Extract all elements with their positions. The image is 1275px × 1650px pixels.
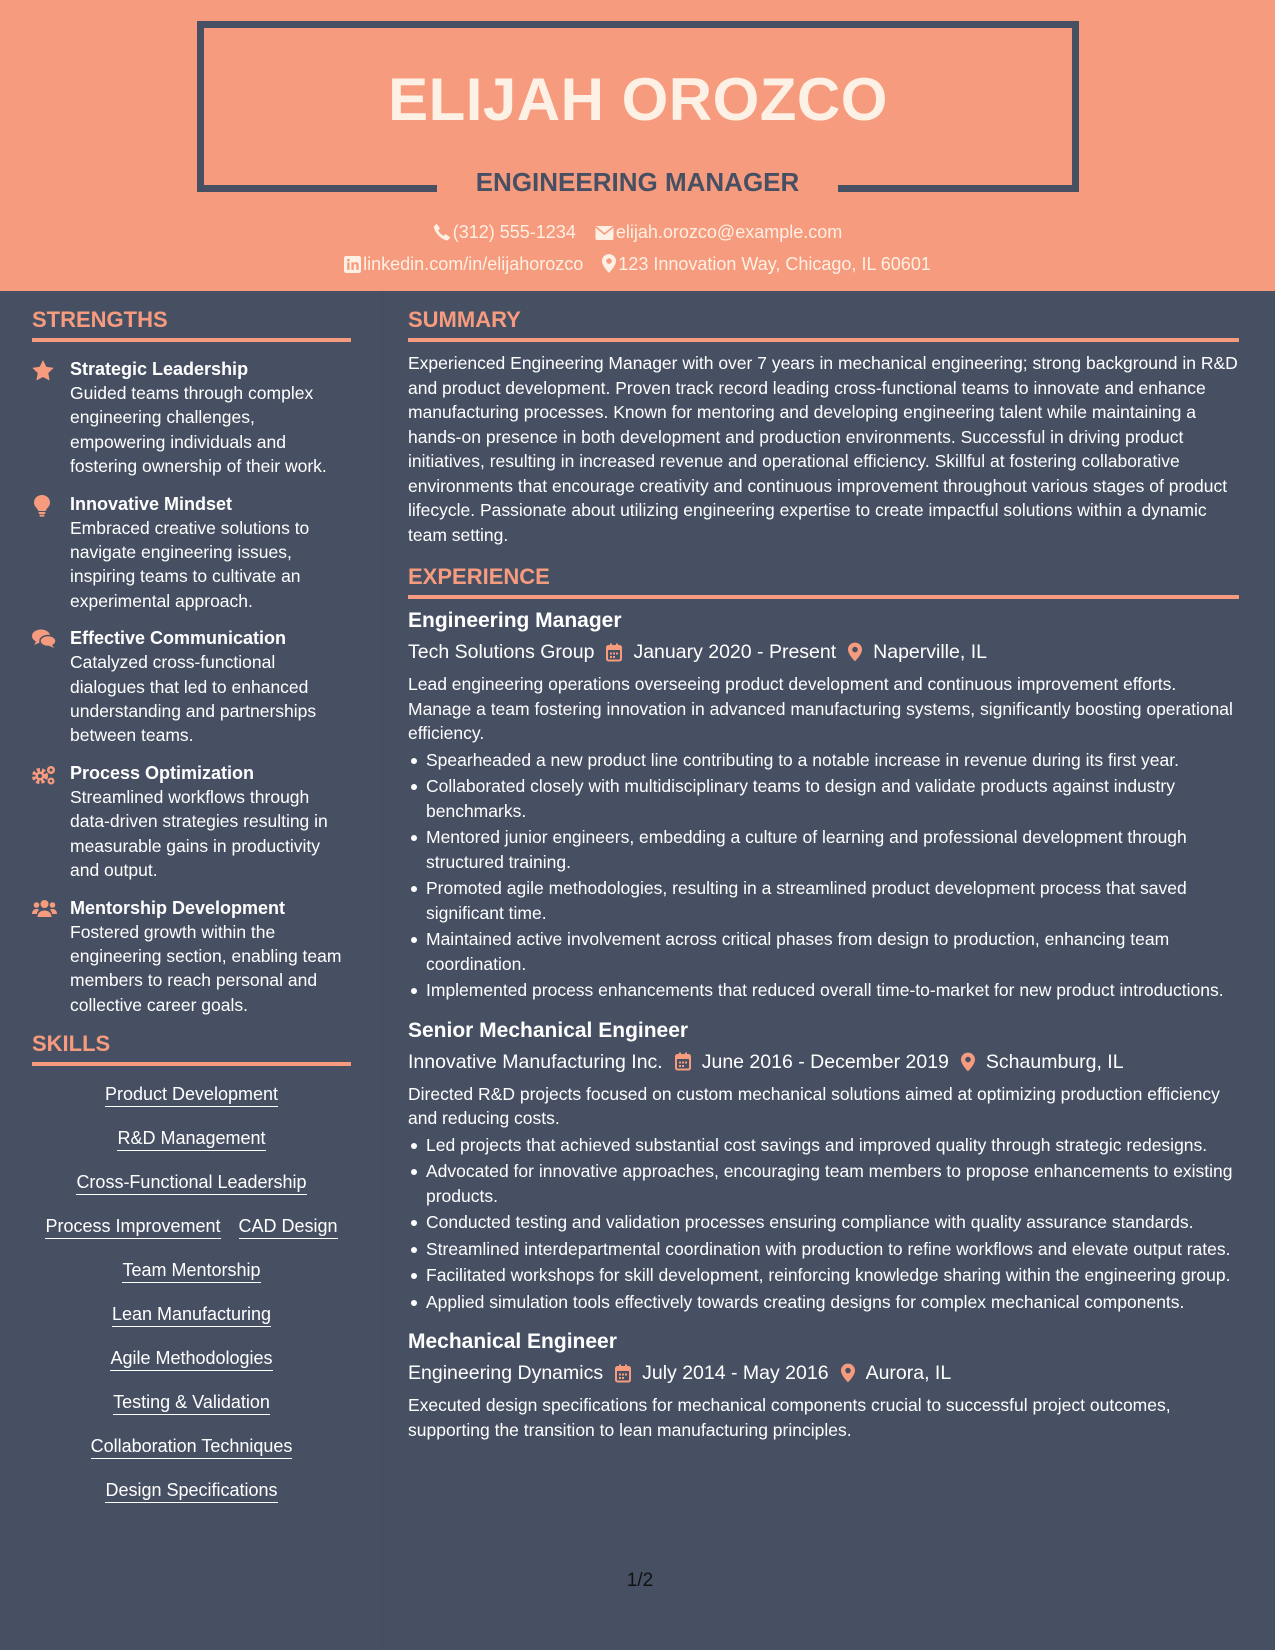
job-description: Executed design specifications for mechanical components crucial to successful project outcomes, supporting the transition to lean manufacturing principles. — [408, 1395, 1171, 1440]
strength-item — [32, 626, 351, 748]
job-meta — [408, 638, 1239, 666]
comments-icon — [32, 626, 70, 748]
bullet-item: Facilitated workshops for skill development, reinforcing knowledge sharing within the engineering group. — [408, 1263, 1239, 1288]
job-entry — [408, 1017, 1239, 1315]
calendar-icon — [675, 1052, 691, 1071]
skill-tag: Agile Methodologies — [110, 1348, 272, 1371]
candidate-name: ELIJAH OROZCO — [388, 66, 888, 133]
job-position: Senior Mechanical Engineer — [408, 1018, 689, 1042]
bullet-item: Streamlined interdepartmental coordination with production to refine workflows and elevate output rates. — [408, 1237, 1239, 1262]
skill-tag: Lean Manufacturing — [112, 1304, 271, 1327]
calendar-icon — [615, 1364, 631, 1383]
bullet-item: Maintained active involvement across critical phases from design to production, enhancing team coordination. — [408, 927, 1239, 976]
job-description: Lead engineering operations overseeing product development and continuous improvement efforts. Manage a team fostering innovation in advanced manufacturing systems, significantly boosting operational efficiency. — [408, 674, 1233, 743]
email-text: elijah.orozco@example.com — [615, 222, 843, 242]
skill-tag: Product Development — [105, 1084, 278, 1107]
strength-item — [32, 896, 351, 1018]
linkedin-text: linkedin.com/in/elijahorozco — [363, 254, 584, 274]
address-text: 123 Innovation Way, Chicago, IL 60601 — [618, 254, 931, 274]
strength-title: Process Optimization — [70, 762, 255, 783]
address-contact — [602, 252, 931, 276]
bullet-item: Collaborated closely with multidisciplinary teams to design and validate products against industry benchmarks. — [408, 774, 1239, 823]
strength-title: Innovative Mindset — [70, 493, 233, 514]
strength-title: Strategic Leadership — [70, 359, 249, 379]
bullet-item: Promoted agile methodologies, resulting in a streamlined product development process that saved significant time. — [408, 876, 1239, 925]
contact-row-1 — [0, 220, 1275, 244]
skill-tag: CAD Design — [239, 1216, 338, 1239]
strength-item — [32, 761, 351, 883]
strengths-heading: STRENGTHS — [32, 306, 351, 342]
job-location: Schaumburg, IL — [985, 1050, 1124, 1073]
linkedin-contact[interactable] — [344, 252, 583, 276]
skill-tag: Cross-Functional Leadership — [76, 1172, 306, 1195]
strength-desc: Guided teams through complex engineering challenges, empowering individuals and fostering ownership of their work. — [70, 383, 327, 477]
right-column — [408, 306, 1239, 1442]
skill-tag: Collaboration Techniques — [91, 1436, 293, 1459]
summary-heading: SUMMARY — [408, 306, 1239, 342]
linkedin-icon — [344, 256, 361, 273]
strengths-list — [32, 357, 351, 1017]
skill-tag: Testing & Validation — [113, 1392, 270, 1415]
job-dates: July 2014 - May 2016 — [642, 1362, 829, 1384]
strength-desc: Fostered growth within the engineering section, enabling team members to reach personal and collective career goals. — [70, 921, 342, 1015]
job-meta — [408, 1048, 1239, 1076]
job-dates: January 2020 - Present — [633, 641, 837, 663]
resume-header — [0, 0, 1275, 291]
left-column — [32, 306, 351, 1524]
page-number: 1/2 — [626, 1570, 654, 1591]
experience-heading: EXPERIENCE — [408, 563, 1239, 599]
job-meta — [408, 1359, 1239, 1387]
strength-desc: Embraced creative solutions to navigate engineering issues, inspiring teams to cultivate an experimental approach. — [70, 517, 310, 611]
calendar-icon — [606, 643, 622, 662]
users-icon — [32, 896, 70, 1018]
star-icon — [32, 357, 70, 479]
strength-desc: Catalyzed cross-functional dialogues that led to enhanced understanding and partnerships between teams. — [70, 652, 317, 746]
bullet-item: Advocated for innovative approaches, encouraging team members to propose enhancements to existing products. — [408, 1159, 1239, 1208]
company-name: Tech Solutions Group — [408, 641, 595, 663]
skill-tag: Design Specifications — [105, 1480, 277, 1503]
strength-item — [32, 357, 351, 479]
bullet-item: Mentored junior engineers, embedding a culture of learning and professional development through structured training. — [408, 825, 1239, 874]
strength-desc: Streamlined workflows through data-driven strategies resulting in measurable gains in productivity and output. — [70, 786, 328, 881]
job-position: Engineering Manager — [408, 609, 622, 632]
company-name: Engineering Dynamics — [408, 1362, 604, 1384]
bullet-item: Led projects that achieved substantial cost savings and improved quality through strategic redesigns. — [408, 1133, 1239, 1158]
phone-contact[interactable] — [433, 220, 576, 244]
job-description: Directed R&D projects focused on custom mechanical solutions aimed at optimizing production efficiency and reducing costs. — [408, 1083, 1220, 1128]
bullet-item: Applied simulation tools effectively towards creating designs for complex mechanical components. — [408, 1290, 1239, 1315]
phone-text: (312) 555-1234 — [452, 222, 576, 242]
gears-icon — [32, 761, 70, 883]
strength-item — [32, 492, 351, 614]
job-entry — [408, 607, 1239, 1003]
company-name: Innovative Manufacturing Inc. — [408, 1050, 663, 1073]
job-location: Aurora, IL — [865, 1362, 952, 1384]
strength-title: Mentorship Development — [70, 897, 286, 918]
job-entry — [408, 1328, 1239, 1442]
job-dates: June 2016 - December 2019 — [701, 1050, 949, 1073]
job-bullets — [408, 1133, 1239, 1315]
phone-icon — [433, 223, 451, 241]
job-title: ENGINEERING MANAGER — [475, 167, 800, 197]
job-bullets — [408, 748, 1239, 1003]
map-pin-icon — [848, 642, 862, 662]
bullet-item: Implemented process enhancements that reduced overall time-to-market for new product introductions. — [408, 978, 1239, 1003]
map-pin-icon — [961, 1052, 975, 1072]
skill-tag: Team Mentorship — [122, 1260, 260, 1283]
strength-title: Effective Communication — [70, 628, 287, 649]
skill-tag: R&D Management — [117, 1128, 265, 1151]
email-contact[interactable] — [595, 220, 842, 244]
map-pin-icon — [841, 1363, 855, 1383]
map-pin-icon — [602, 254, 616, 273]
summary-text: Experienced Engineering Manager with over 7 years in mechanical engineering; strong background in R&D and product development. Proven track record leading cross-functional teams to innovate and enhance manufacturing processes. Known for mentoring and developing engineering talent while maintaining a hands-on presence in both development and production environments. Successful in driving product initiatives, resulting in increased revenue and operational efficiency. Skillful at fostering collaborative environments that encourage creativity and continuous improvement throughout various stages of product lifecycle. Passionate about utilizing engineering expertise to create impactful solutions within a dynamic team setting. — [408, 353, 1238, 545]
skills-heading: SKILLS — [32, 1030, 351, 1066]
bullet-item: Conducted testing and validation processes ensuring compliance with quality assurance standards. — [408, 1210, 1239, 1235]
job-position: Mechanical Engineer — [408, 1330, 617, 1353]
contact-row-2 — [0, 252, 1275, 276]
job-location: Naperville, IL — [873, 641, 987, 663]
skill-tag: Process Improvement — [45, 1216, 220, 1239]
skills-list — [32, 1084, 351, 1503]
envelope-icon — [595, 225, 614, 241]
lightbulb-icon — [32, 492, 70, 614]
bullet-item: Spearheaded a new product line contributing to a notable increase in revenue during its first year. — [408, 748, 1239, 773]
